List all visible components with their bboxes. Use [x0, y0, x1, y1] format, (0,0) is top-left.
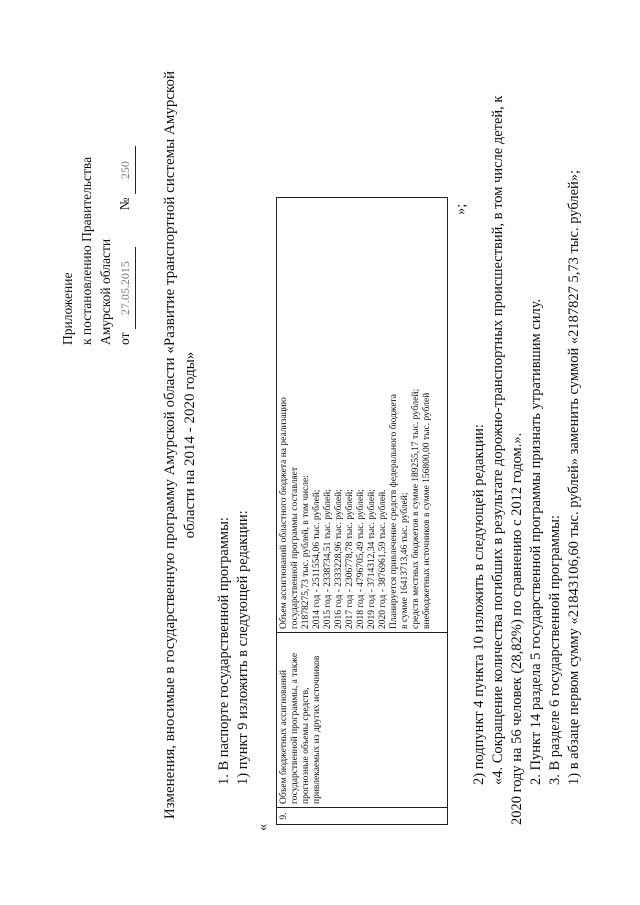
table-cell-label — [277, 633, 448, 808]
passport-table — [276, 197, 448, 825]
document-title-line1: Изменения, вносимые в государственную программу Амурской области «Развитие транспортной системы Амурской — [162, 70, 178, 820]
appendix-date: 27.05.2015 — [116, 247, 136, 329]
appendix-number: 250 — [116, 146, 136, 194]
paragraph-3: 2) подпункт 4 пункта 10 изложить в следующей редакции: — [471, 424, 487, 785]
value-line: в сумме 16413713,46 тыс. рублей; — [400, 492, 410, 629]
value-line: 2016 год - 2333228,96 тыс. рублей; — [334, 489, 344, 629]
open-quote: « — [255, 823, 271, 831]
value-line: 2015 год - 2338734,51 тыс. рублей; — [323, 489, 333, 629]
table-cell-values — [277, 198, 448, 633]
table-cell-number: 9. — [277, 808, 448, 825]
document-title-line2: области на 2014 - 2020 годы» — [182, 351, 198, 539]
value-line: 2020 год - 3876961,59 тыс. рублей. — [378, 489, 388, 629]
paragraph-5: 2. Пункт 14 раздела 5 государственной программы признать утратившим силу. — [528, 298, 544, 785]
table-row — [277, 198, 448, 825]
value-line: 2017 год - 2306778,78 тыс. рублей; — [345, 489, 355, 629]
value-line: 2014 год - 2511554,06 тыс. рублей; — [312, 489, 322, 629]
value-line: 21878275,73 тыс. рублей, в том числе: — [301, 475, 311, 629]
label-text: Объем бюджетных ассигнований государственной программы, а также прогнозные объемы средств, привлекаемых из других источников — [279, 652, 322, 804]
from-label: от — [117, 332, 132, 345]
value-line: 2019 год - 3714312,34 тыс. рублей; — [367, 489, 377, 629]
appendix-word: Приложение — [60, 272, 75, 345]
number-label: № — [117, 197, 132, 211]
appendix-date-line — [115, 146, 136, 345]
paragraph-4b: 2020 году на 56 человек (28,82%) по сравнению с 2012 годом.». — [509, 432, 525, 825]
appendix-line1: к постановлению Правительства — [79, 156, 94, 345]
appendix-line2: Амурской области — [98, 238, 113, 345]
paragraph-7: 1) в абзаце первом сумму «21843106,60 тыс. рублей» заменить суммой «2187827 5,73 тыс. рублей»; — [566, 169, 582, 785]
paragraph-4a: «4. Сокращение количества погибших в результате дорожно-транспортных происшествий, в том числе детей, к — [490, 95, 506, 785]
value-line: государственной программы составляет — [290, 466, 300, 629]
close-quote: »; — [453, 203, 469, 215]
value-line: 2018 год - 4796705,49 тыс. рублей; — [356, 489, 366, 629]
paragraph-2: 1) пункт 9 изложить в следующей редакции: — [235, 510, 251, 785]
paragraph-6: 3. В разделе 6 государственной программы: — [547, 515, 563, 785]
value-line: средств местных бюджетов в сумме 189255,17 тыс. рублей; — [411, 388, 421, 629]
paragraph-1: 1. В паспорте государственной программы: — [216, 517, 232, 785]
value-line: внебюджетных источников в сумме 156800,00 тыс. рублей — [422, 392, 432, 629]
value-line: Планируется привлечение средств федерального бюджета — [389, 393, 399, 629]
value-line: Объем ассигнований областного бюджета на реализацию — [279, 397, 289, 629]
